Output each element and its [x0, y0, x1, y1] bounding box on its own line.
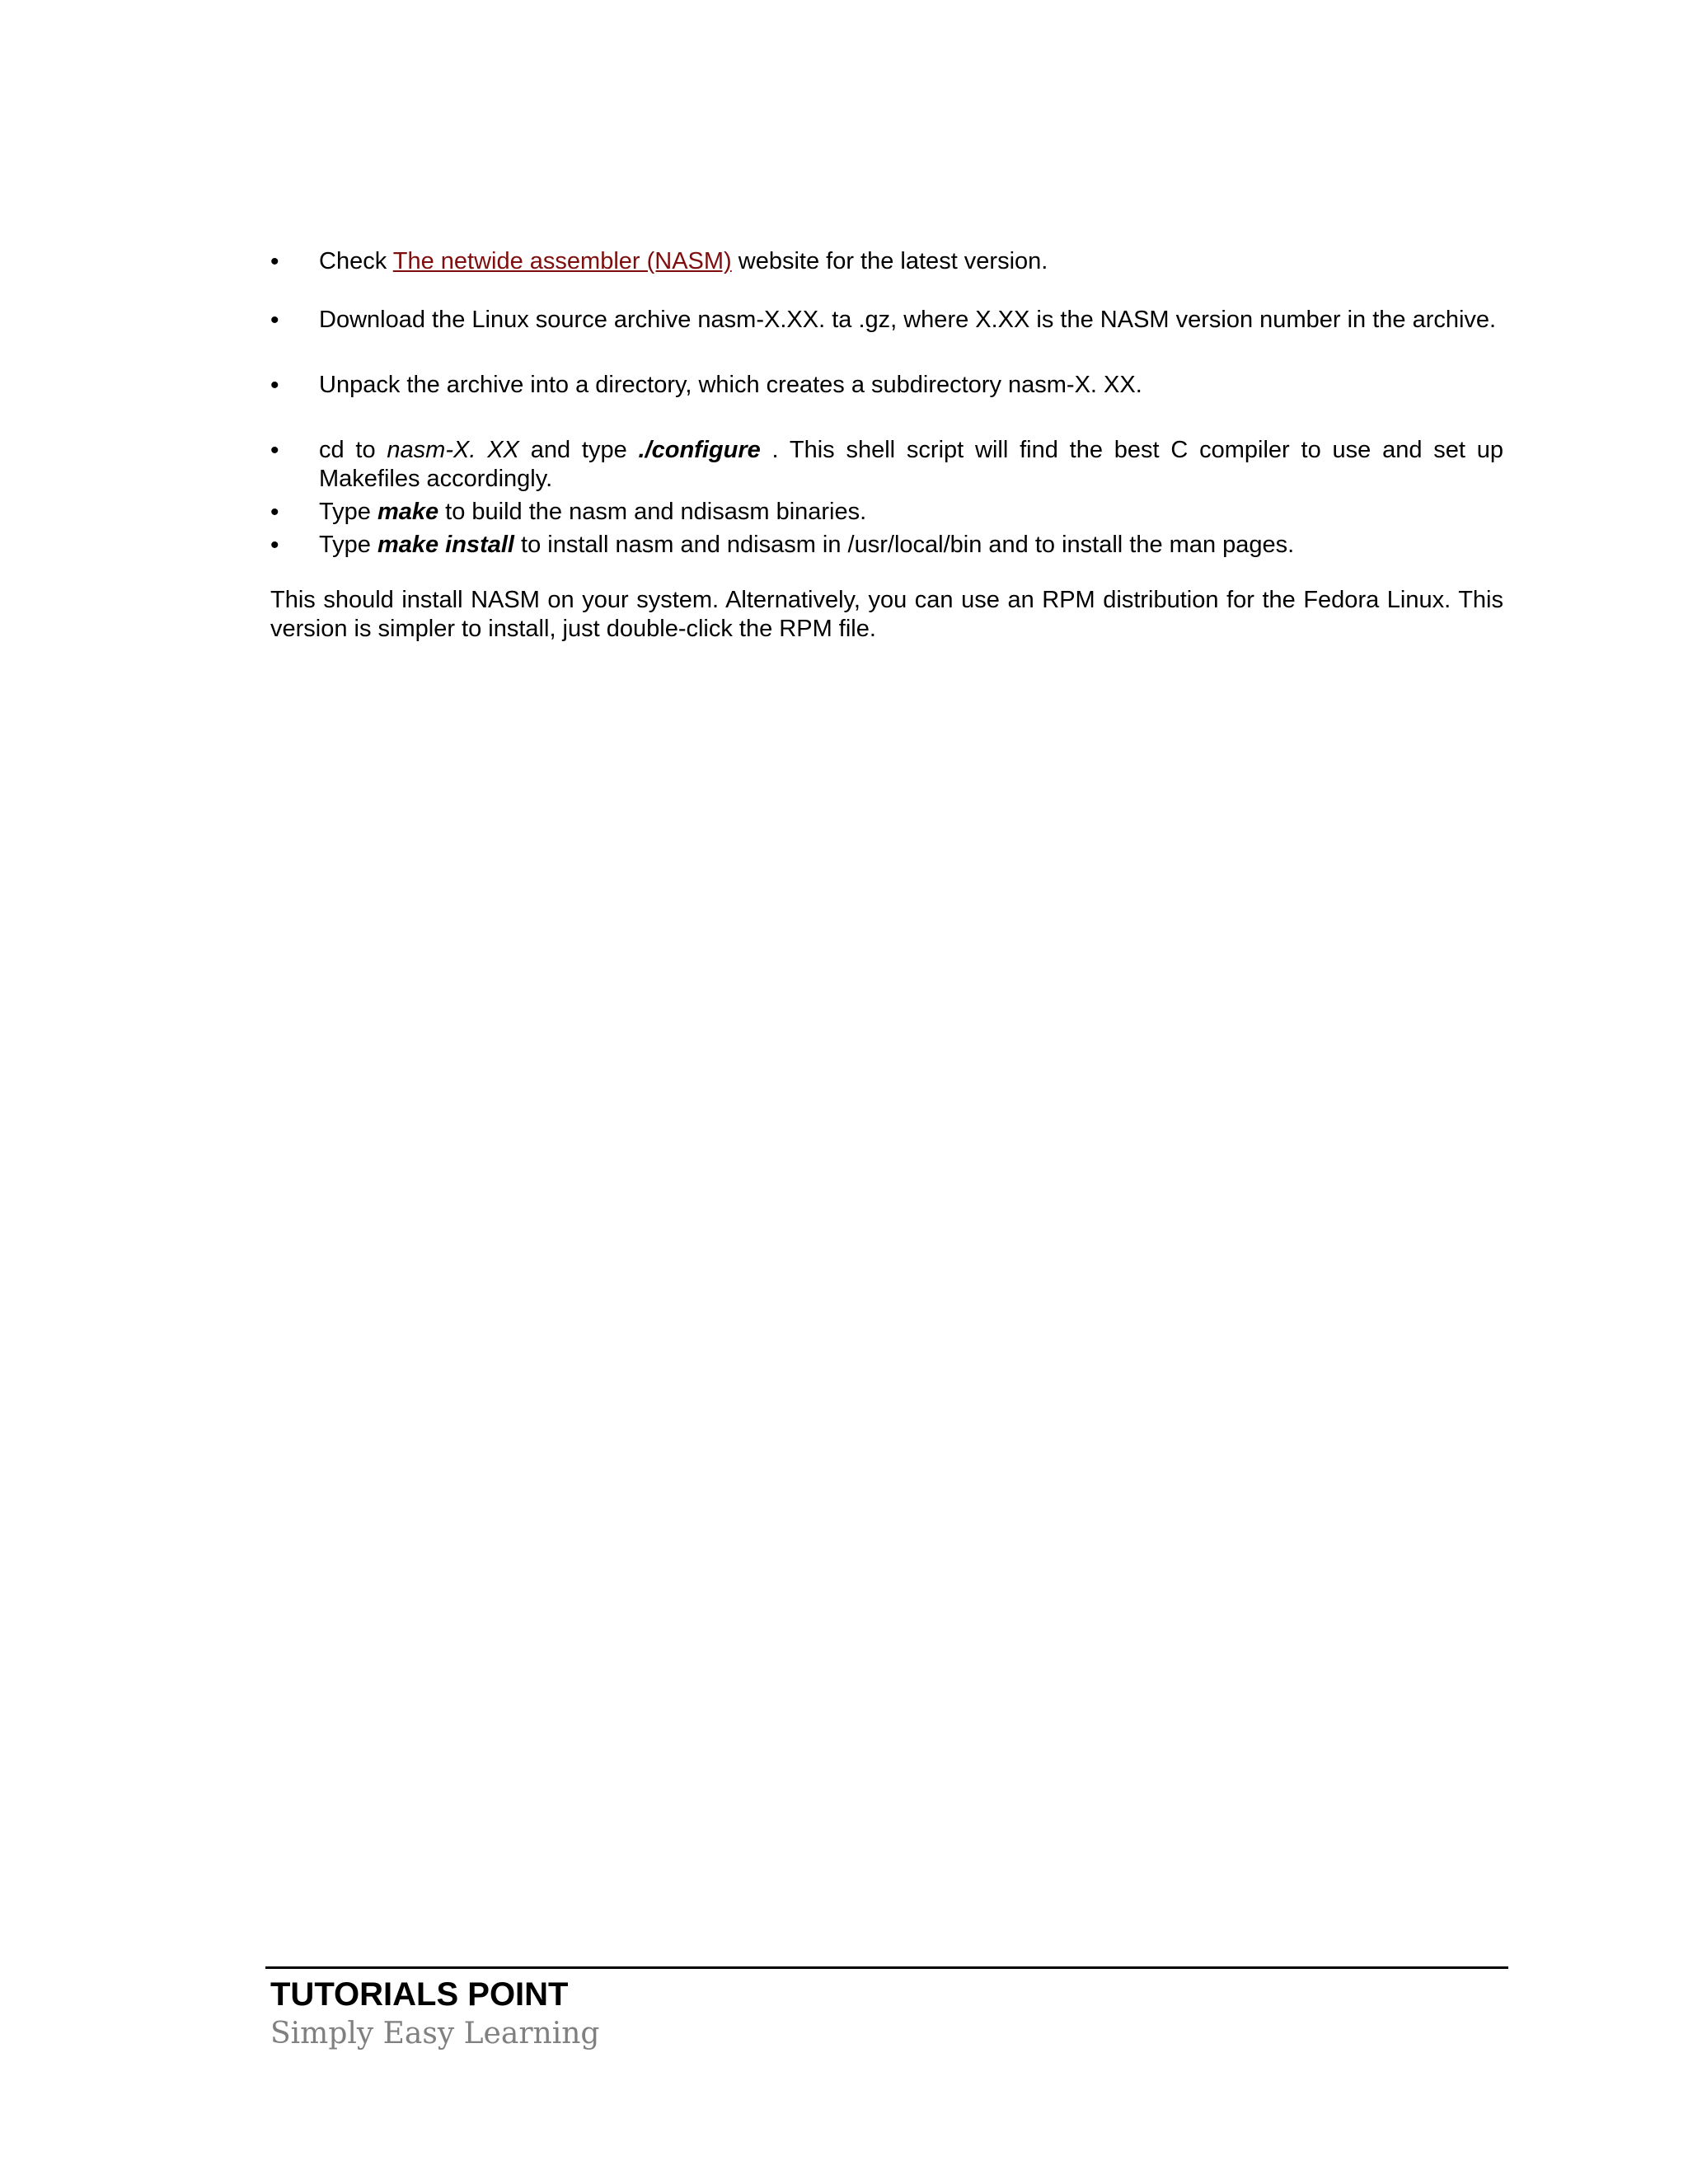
list-item-text: to install nasm and ndisasm in /usr/local/bin and to install the man pages. [513, 532, 1295, 558]
document-body [270, 247, 1503, 644]
list-item-text: Type [319, 532, 377, 558]
list-item-download [270, 306, 1503, 335]
list-item-text: cd to [319, 437, 387, 463]
list-item-text: Download the Linux source archive nasm-X.XX. ta .gz, where X.XX is the NASM version number in the archive. [319, 307, 1497, 333]
bullet-icon: • [270, 532, 279, 559]
list-item-make-install [270, 531, 1503, 560]
list-item-unpack [270, 371, 1503, 400]
list-item-make [270, 498, 1503, 527]
list-item-text: Check [319, 248, 393, 274]
bullet-icon: • [270, 307, 279, 334]
list-item-text: to build the nasm and ndisasm binaries. [438, 499, 867, 525]
footer-brand: TUTORIALS POINT [270, 1976, 569, 2013]
nasm-website-link[interactable]: The netwide assembler (NASM) [392, 248, 732, 274]
bullet-icon: • [270, 437, 279, 464]
list-item-text: website for the latest version. [731, 248, 1048, 274]
install-steps-list [270, 247, 1503, 560]
bullet-icon: • [270, 372, 279, 399]
directory-name: nasm-X. XX [387, 437, 519, 463]
footer-tagline: Simply Easy Learning [270, 2017, 600, 2050]
bullet-icon: • [270, 499, 279, 526]
configure-command: ./configure [638, 437, 761, 463]
summary-paragraph: This should install NASM on your system. Alternatively, you can use an RPM distribution for the Fedora Linux. This version is simpler to install, just double-click the RPM file. [270, 587, 1503, 642]
make-command: make [377, 499, 439, 525]
list-item-text: Unpack the archive into a directory, which creates a subdirectory nasm-X. XX. [319, 372, 1142, 398]
footer-divider [265, 1966, 1508, 1969]
list-item-text: and type [518, 437, 639, 463]
list-item-check-website [270, 247, 1503, 276]
bullet-icon: • [270, 248, 279, 275]
make-install-command: make install [377, 532, 514, 558]
list-item-configure [270, 436, 1503, 494]
list-item-text: Type [319, 499, 377, 525]
list-item-text: . This shell script will find the best C compiler to use and set up Makefiles accordingly. [319, 437, 1504, 492]
